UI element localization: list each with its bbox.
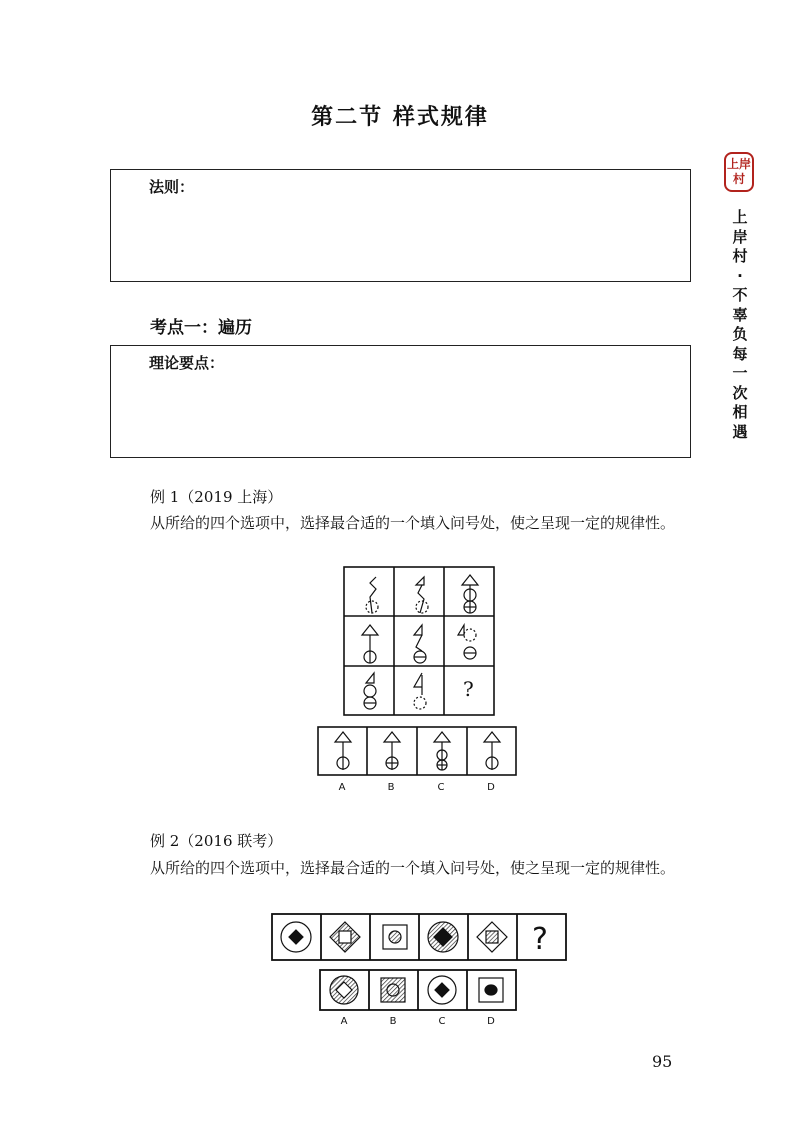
option-b-figure	[381, 978, 405, 1002]
example1-header: 例 1（2019 上海）	[150, 488, 283, 506]
option-a-figure	[335, 732, 351, 770]
rules-label: 法则：	[149, 178, 195, 196]
rules-box	[110, 169, 691, 282]
cell-figure	[362, 625, 378, 663]
section-title: 第二节 样式规律	[311, 105, 489, 130]
motto-char: 村	[732, 247, 748, 265]
page-number: 95	[652, 1052, 673, 1071]
motto-char: 不	[732, 286, 748, 304]
theory-label: 理论要点：	[149, 354, 225, 372]
sequence-question-mark: ?	[532, 922, 548, 957]
example2-figure	[270, 910, 570, 1020]
option-c-figure	[428, 976, 456, 1004]
motto-char: 负	[732, 325, 748, 343]
point1-heading: 考点一：遍历	[150, 318, 252, 338]
motto-char: ·	[737, 266, 743, 285]
example1-option-label: B	[387, 782, 395, 793]
cell-figure	[366, 577, 378, 613]
example1-option-label: A	[338, 782, 346, 793]
sequence-figure-3	[383, 925, 407, 949]
side-motto	[727, 208, 753, 442]
example2-sequence-frame	[272, 914, 566, 960]
question-mark: ?	[463, 677, 474, 701]
example2-question: 从所给的四个选项中，选择最合适的一个填入问号处，使之呈现一定的规律性。	[150, 859, 676, 877]
cell-figure	[414, 673, 426, 709]
motto-char: 辜	[732, 305, 748, 324]
motto-char: 一	[732, 364, 748, 382]
example2-option-label: B	[389, 1016, 397, 1027]
sequence-figure-4	[428, 922, 458, 952]
motto-char: 岸	[732, 227, 748, 246]
example2-header: 例 2（2016 联考）	[150, 832, 283, 850]
option-d-figure	[484, 732, 500, 770]
motto-char: 上	[732, 208, 748, 226]
option-a-figure	[330, 976, 358, 1004]
example1-option-label: D	[487, 782, 495, 793]
option-c-figure	[434, 732, 450, 770]
example2-option-label: D	[487, 1016, 495, 1027]
example1-option-label: C	[437, 782, 445, 793]
publisher-seal	[724, 152, 754, 192]
cell-figure	[458, 625, 476, 659]
cell-figure	[414, 625, 426, 663]
example1-figure	[300, 563, 540, 803]
cell-figure	[364, 673, 376, 709]
motto-char: 相	[732, 403, 748, 421]
seal-text: 上岸村	[726, 157, 751, 186]
sequence-figure-2	[330, 922, 360, 952]
example1-options-frame	[318, 727, 516, 775]
example1-question: 从所给的四个选项中，选择最合适的一个填入问号处，使之呈现一定的规律性。	[150, 514, 676, 532]
cell-figure	[416, 577, 428, 613]
option-d-figure	[479, 978, 503, 1002]
example2-option-label: C	[438, 1016, 446, 1027]
motto-char: 遇	[732, 422, 748, 441]
motto-char: 每	[732, 344, 748, 363]
sequence-figure-1	[281, 922, 311, 952]
example2-option-label: A	[340, 1016, 348, 1027]
sequence-figure-5	[477, 922, 507, 952]
option-b-figure	[384, 732, 400, 770]
cell-figure	[462, 575, 478, 613]
theory-box	[110, 345, 691, 458]
motto-char: 次	[732, 383, 748, 402]
